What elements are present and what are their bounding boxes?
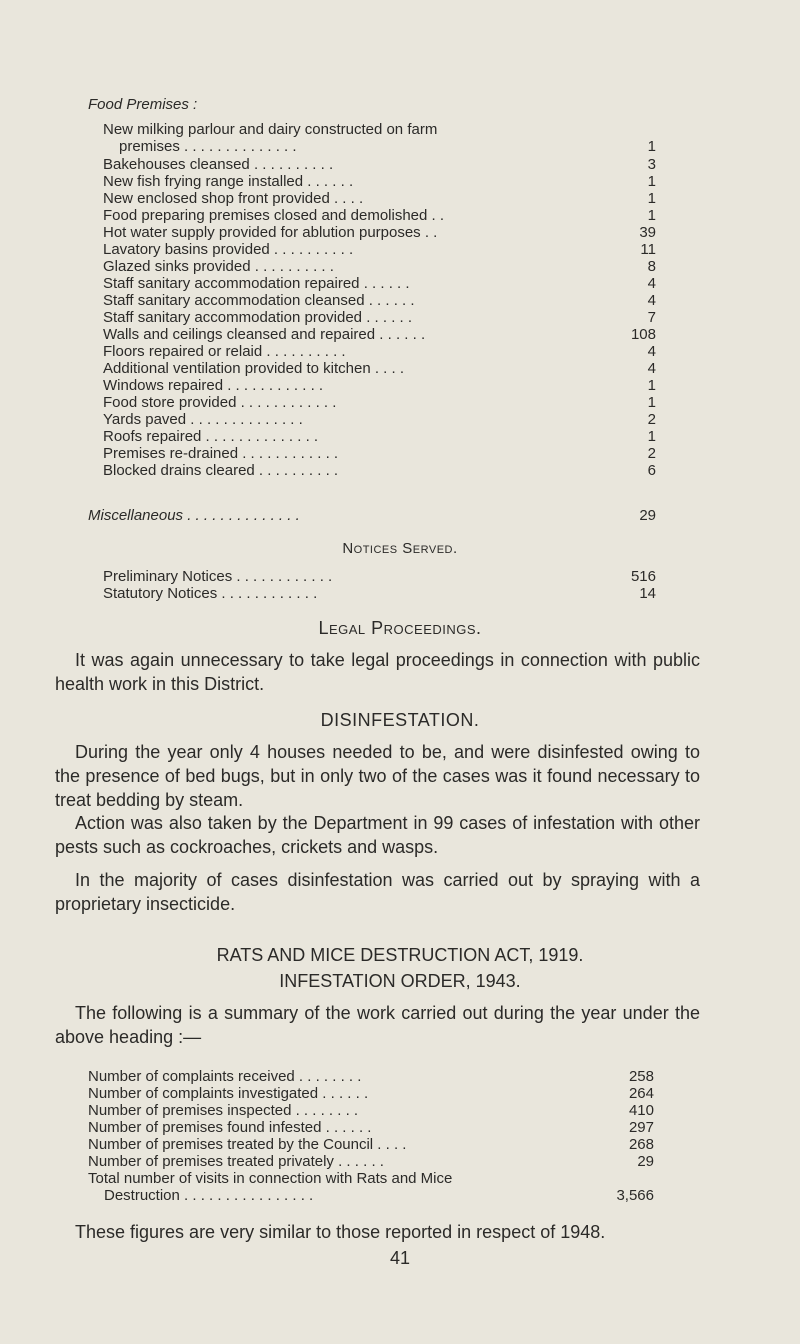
item-label: Premises re-drained . . . . . . . . . . . . [103, 445, 339, 462]
item-label: Food preparing premises closed and demolished . . [103, 207, 445, 224]
item-label: Glazed sinks provided . . . . . . . . . . [103, 258, 334, 275]
item-value: 264 [628, 1085, 654, 1102]
item-value: 1 [647, 207, 656, 224]
item-label: Hot water supply provided for ablution purposes . . [103, 224, 438, 241]
item-label: Number of premises treated by the Council . . . . [88, 1136, 407, 1153]
item-label: Number of premises treated privately . . . . . . [88, 1153, 384, 1170]
item-label: Number of complaints received . . . . . . . . [88, 1068, 362, 1085]
food-premises-heading: Food Premises : [88, 96, 198, 113]
legal-paragraph: It was again unnecessary to take legal proceedings in connection with public health work in this District. [55, 650, 700, 694]
disinfestation-paragraph: In the majority of cases disinfestation was carried out by spraying with a proprietary insecticide. [55, 870, 700, 914]
item-label: New enclosed shop front provided . . . . [103, 190, 364, 207]
rats-heading-line2: INFESTATION ORDER, 1943. [279, 971, 521, 991]
item-value: 6 [647, 462, 656, 479]
item-value: 2 [647, 445, 656, 462]
item-value: 14 [639, 585, 656, 602]
item-value: 4 [647, 360, 656, 377]
item-label: Food store provided . . . . . . . . . . . . [103, 394, 337, 411]
disinfestation-paragraph: Action was also taken by the Department in 99 cases of infestation with other pests such as cockroaches, crickets and wasps. [55, 813, 700, 857]
item-value: 4 [647, 292, 656, 309]
item-value: 1 [647, 173, 656, 190]
item-value: 1 [647, 138, 656, 155]
item-label: Total number of visits in connection with Rats and Mice [88, 1170, 453, 1187]
item-label: Staff sanitary accommodation provided . . . . . . [103, 309, 413, 326]
item-value: 8 [647, 258, 656, 275]
item-label: Additional ventilation provided to kitchen . . . . [103, 360, 405, 377]
item-label: Number of complaints investigated . . . . . . [88, 1085, 369, 1102]
rats-heading-line1: RATS AND MICE DESTRUCTION ACT, 1919. [216, 945, 584, 965]
item-value: 4 [647, 343, 656, 360]
item-value: 29 [637, 1153, 654, 1170]
miscellaneous-value: 29 [639, 507, 656, 524]
item-label: Lavatory basins provided . . . . . . . . . . [103, 241, 354, 258]
item-value: 297 [628, 1119, 654, 1136]
item-value: 410 [628, 1102, 654, 1119]
item-label: Destruction . . . . . . . . . . . . . . . . [104, 1187, 314, 1204]
item-value: 1 [647, 394, 656, 411]
item-label: Number of premises inspected . . . . . . . . [88, 1102, 359, 1119]
item-label: Statutory Notices . . . . . . . . . . . . [103, 585, 318, 602]
miscellaneous-label: Miscellaneous . . . . . . . . . . . . . . [88, 507, 300, 524]
page-number: 41 [389, 1248, 411, 1268]
item-label: New milking parlour and dairy constructed on farm [103, 121, 438, 138]
legal-heading: Legal Proceedings. [318, 618, 482, 638]
item-value: 11 [640, 241, 656, 258]
item-label: Yards paved . . . . . . . . . . . . . . [103, 411, 303, 428]
item-label: Number of premises found infested . . . . . . [88, 1119, 372, 1136]
item-label: Roofs repaired . . . . . . . . . . . . . . [103, 428, 319, 445]
item-value: 3 [647, 156, 656, 173]
item-label: Windows repaired . . . . . . . . . . . . [103, 377, 324, 394]
item-label: Staff sanitary accommodation cleansed . . . . . . [103, 292, 415, 309]
notices-heading: Notices Served. [342, 540, 458, 557]
item-value: 258 [628, 1068, 654, 1085]
item-label: Blocked drains cleared . . . . . . . . . . [103, 462, 339, 479]
rats-intro: The following is a summary of the work carried out during the year under the above heading :— [55, 1003, 700, 1047]
item-value: 1 [647, 377, 656, 394]
disinfestation-paragraph: During the year only 4 houses needed to be, and were disinfested owing to the presence of bed bugs, but in only two of the cases was it found necessary to treat bedding by steam. [55, 742, 700, 810]
item-label: Staff sanitary accommodation repaired . . . . . . [103, 275, 410, 292]
item-value: 7 [647, 309, 656, 326]
item-label: New fish frying range installed . . . . . . [103, 173, 354, 190]
item-value: 1 [647, 428, 656, 445]
item-value: 3,566 [616, 1187, 654, 1204]
item-value: 2 [647, 411, 656, 428]
item-value: 108 [630, 326, 656, 343]
item-label: Walls and ceilings cleansed and repaired . . . . . . [103, 326, 426, 343]
item-value: 4 [647, 275, 656, 292]
item-label: Bakehouses cleansed . . . . . . . . . . [103, 156, 334, 173]
disinfestation-heading: DISINFESTATION. [320, 710, 480, 730]
item-label: Preliminary Notices . . . . . . . . . . . . [103, 568, 333, 585]
item-label: premises . . . . . . . . . . . . . . [119, 138, 297, 155]
item-value: 268 [628, 1136, 654, 1153]
rats-closing: These figures are very similar to those reported in respect of 1948. [75, 1222, 606, 1242]
item-value: 1 [647, 190, 656, 207]
item-value: 516 [630, 568, 656, 585]
item-label: Floors repaired or relaid . . . . . . . . . . [103, 343, 346, 360]
item-value: 39 [639, 224, 656, 241]
